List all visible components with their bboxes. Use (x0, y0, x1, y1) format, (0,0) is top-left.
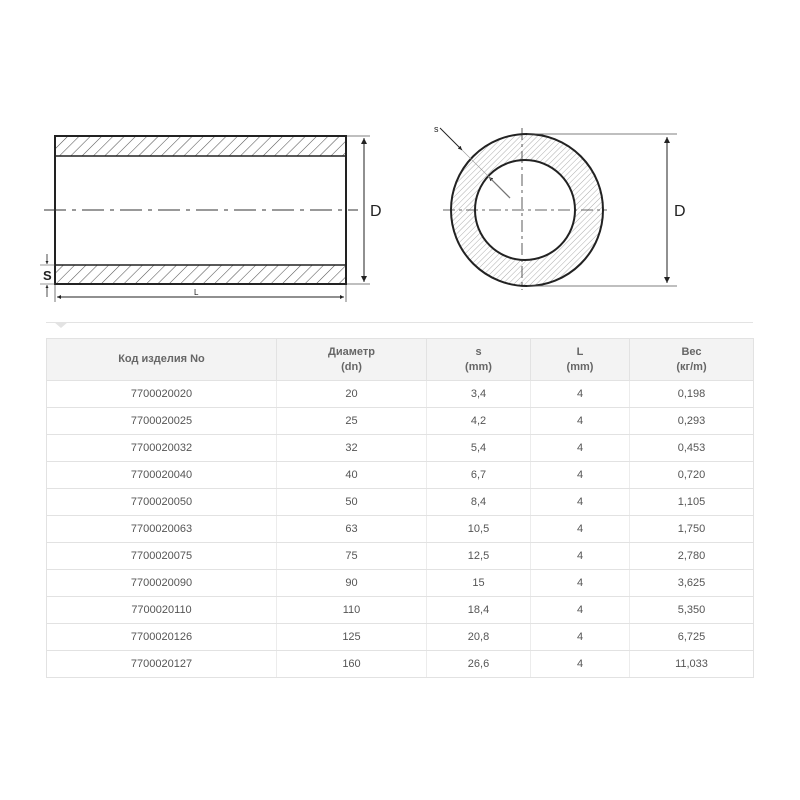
table-row (47, 435, 754, 462)
table-row (47, 381, 754, 408)
header-weight: Вес (кг/m) (630, 339, 754, 381)
table-row (47, 597, 754, 624)
table-row (47, 651, 754, 678)
cell-code: 7700020090 (47, 570, 277, 597)
cell-length: 4 (531, 651, 630, 678)
header-wall-thickness: s (mm) (427, 339, 531, 381)
side-wall-label: S (43, 268, 52, 283)
section-divider (46, 322, 753, 323)
cell-diameter: 125 (277, 624, 427, 651)
section-diameter-label: D (674, 203, 686, 220)
cell-weight: 5,350 (630, 597, 754, 624)
cell-diameter: 75 (277, 543, 427, 570)
length-label: L (194, 288, 199, 297)
header-diameter: Диаметр (dn) (277, 339, 427, 381)
cell-code: 7700020127 (47, 651, 277, 678)
specification-table (46, 338, 754, 678)
cell-weight: 0,453 (630, 435, 754, 462)
table-row (47, 408, 754, 435)
cell-weight: 3,625 (630, 570, 754, 597)
cell-code: 7700020126 (47, 624, 277, 651)
cell-weight: 1,750 (630, 516, 754, 543)
cell-code: 7700020040 (47, 462, 277, 489)
cell-wall: 5,4 (427, 435, 531, 462)
cell-weight: 0,293 (630, 408, 754, 435)
cell-wall: 18,4 (427, 597, 531, 624)
cell-diameter: 20 (277, 381, 427, 408)
cell-length: 4 (531, 570, 630, 597)
table-row (47, 543, 754, 570)
header-product-code: Код изделия No (47, 339, 277, 381)
cell-code: 7700020075 (47, 543, 277, 570)
cell-wall: 8,4 (427, 489, 531, 516)
cell-weight: 1,105 (630, 489, 754, 516)
cell-code: 7700020063 (47, 516, 277, 543)
cell-length: 4 (531, 489, 630, 516)
cell-weight: 6,725 (630, 624, 754, 651)
section-view (440, 128, 677, 290)
cell-length: 4 (531, 435, 630, 462)
cell-wall: 6,7 (427, 462, 531, 489)
side-view (40, 136, 370, 302)
cell-wall: 4,2 (427, 408, 531, 435)
divider-pointer (54, 322, 68, 328)
cell-length: 4 (531, 543, 630, 570)
cell-diameter: 110 (277, 597, 427, 624)
table-row (47, 516, 754, 543)
cell-length: 4 (531, 624, 630, 651)
cell-wall: 20,8 (427, 624, 531, 651)
table-row (47, 462, 754, 489)
cell-code: 7700020020 (47, 381, 277, 408)
cell-wall: 26,6 (427, 651, 531, 678)
cell-weight: 0,720 (630, 462, 754, 489)
cell-diameter: 25 (277, 408, 427, 435)
section-wall-label: s (434, 124, 439, 134)
side-diameter-label: D (370, 203, 382, 220)
cell-wall: 3,4 (427, 381, 531, 408)
table-row (47, 489, 754, 516)
header-length: L (mm) (531, 339, 630, 381)
cell-code: 7700020032 (47, 435, 277, 462)
table-row (47, 624, 754, 651)
cell-diameter: 90 (277, 570, 427, 597)
cell-weight: 0,198 (630, 381, 754, 408)
cell-length: 4 (531, 597, 630, 624)
cell-wall: 12,5 (427, 543, 531, 570)
cell-wall: 10,5 (427, 516, 531, 543)
technical-drawing (0, 0, 800, 330)
cell-diameter: 160 (277, 651, 427, 678)
cell-weight: 11,033 (630, 651, 754, 678)
cell-length: 4 (531, 462, 630, 489)
cell-wall: 15 (427, 570, 531, 597)
cell-code: 7700020110 (47, 597, 277, 624)
cell-diameter: 40 (277, 462, 427, 489)
cell-diameter: 32 (277, 435, 427, 462)
cell-code: 7700020050 (47, 489, 277, 516)
cell-diameter: 50 (277, 489, 427, 516)
table-header-row (47, 339, 754, 381)
cell-length: 4 (531, 516, 630, 543)
cell-code: 7700020025 (47, 408, 277, 435)
table-row (47, 570, 754, 597)
cell-weight: 2,780 (630, 543, 754, 570)
cell-length: 4 (531, 408, 630, 435)
cell-length: 4 (531, 381, 630, 408)
cell-diameter: 63 (277, 516, 427, 543)
